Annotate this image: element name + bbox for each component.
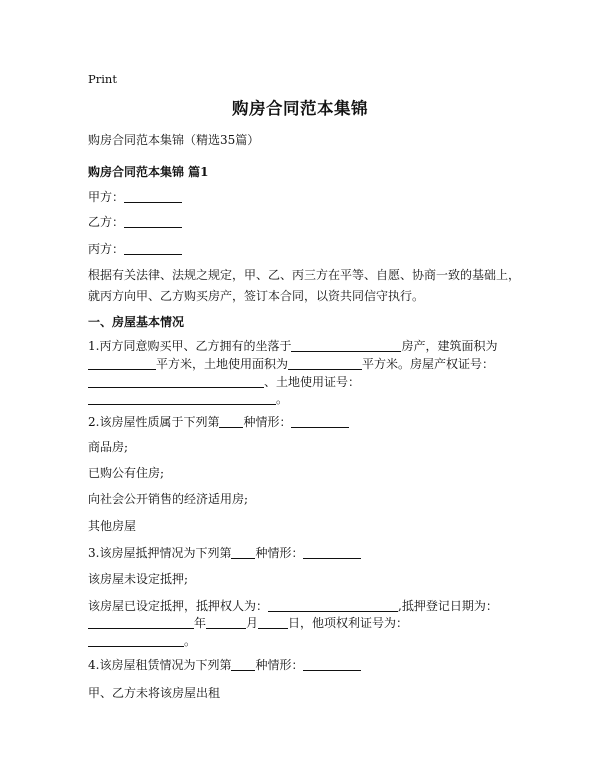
clause-3-text-a: 3.该房屋抵押情况为下列第 bbox=[88, 546, 232, 560]
party-b-line bbox=[88, 213, 182, 231]
month-blank bbox=[206, 616, 246, 629]
location-blank bbox=[291, 339, 401, 352]
clause-1-text-e: 、土地使用证号： bbox=[264, 375, 361, 389]
intro-line-1: 根据有关法律、法规之规定，甲、乙、丙三方在平等、自愿、协商一致的基础上， bbox=[88, 268, 521, 282]
clause-3-text-b: 种情形： bbox=[255, 546, 304, 560]
day-blank bbox=[258, 616, 288, 629]
clause-2 bbox=[88, 413, 349, 431]
year-label: 年 bbox=[194, 616, 207, 630]
party-c-label: 丙方： bbox=[88, 242, 125, 256]
mortgage-text-b: ,抵押登记日期为： bbox=[398, 599, 498, 613]
mortgage-pre-blank bbox=[88, 616, 194, 629]
intro-line-2: 就丙方向甲、乙方购买房产，签订本合同，以资共同信守执行。 bbox=[88, 289, 425, 303]
party-a-label: 甲方： bbox=[88, 190, 125, 204]
month-label: 月 bbox=[246, 616, 259, 630]
party-b-blank bbox=[124, 215, 182, 228]
clause-4-text-b: 种情形： bbox=[255, 658, 304, 672]
clause-3-option-2-line-3 bbox=[88, 632, 196, 650]
clause-3-option-1: 该房屋未设定抵押; bbox=[88, 572, 189, 586]
land-area-blank bbox=[288, 357, 362, 370]
clause-2-text-b: 种情形： bbox=[243, 415, 292, 429]
mortgage-end: 。 bbox=[184, 634, 197, 648]
property-cert-blank bbox=[88, 375, 264, 388]
mortgage-text-a: 该房屋已设定抵押，抵押权人为： bbox=[88, 599, 269, 613]
clause-1-line-1 bbox=[88, 337, 497, 355]
party-a-line bbox=[88, 188, 182, 206]
clause-1-line-4 bbox=[88, 390, 288, 408]
clause-4 bbox=[88, 656, 361, 674]
mortgagee-blank bbox=[268, 599, 398, 612]
print-label[interactable]: Print bbox=[88, 72, 117, 86]
subtitle: 购房合同范本集锦（精选35篇） bbox=[88, 133, 260, 147]
option-commercial: 商品房; bbox=[88, 440, 129, 454]
option-affordable-housing: 向社会公开销售的经济适用房; bbox=[88, 492, 249, 506]
clause-1-text-d: 平方米。房屋产权证号： bbox=[362, 357, 495, 371]
clause-1-line-2 bbox=[88, 355, 494, 373]
clause-2-number-blank bbox=[219, 415, 243, 428]
clause-4-number-blank bbox=[231, 658, 255, 671]
clause-4-blank bbox=[303, 658, 361, 671]
clause-1-text-a: 1.丙方同意购买甲、乙方拥有的坐落于 bbox=[88, 339, 292, 353]
mortgage-text-d: 日，他项权利证号为： bbox=[288, 616, 409, 630]
section-heading: 购房合同范本集锦 篇1 bbox=[88, 165, 209, 179]
building-area-blank bbox=[88, 357, 156, 370]
clause-2-blank bbox=[291, 415, 349, 428]
party-c-line bbox=[88, 240, 182, 258]
land-cert-blank bbox=[88, 392, 276, 405]
party-a-blank bbox=[124, 190, 182, 203]
clause-2-text-a: 2.该房屋性质属于下列第 bbox=[88, 415, 220, 429]
party-b-label: 乙方： bbox=[88, 215, 125, 229]
clause-1-text-c: 平方米，土地使用面积为 bbox=[156, 357, 289, 371]
clause-3-blank bbox=[303, 546, 361, 559]
document-title: 购房合同范本集锦 bbox=[232, 99, 368, 118]
option-other: 其他房屋 bbox=[88, 519, 137, 533]
clause-4-option-1: 甲、乙方未将该房屋出租 bbox=[88, 686, 221, 700]
clause-1-line-3 bbox=[88, 373, 360, 391]
clause-3-number-blank bbox=[231, 546, 255, 559]
section-1-heading: 一、房屋基本情况 bbox=[88, 315, 185, 329]
party-c-blank bbox=[124, 242, 182, 255]
clause-1-text-b: 房产，建筑面积为 bbox=[401, 339, 498, 353]
option-public-housing: 已购公有住房; bbox=[88, 466, 165, 480]
clause-1-text-f: 。 bbox=[276, 392, 289, 406]
clause-4-text-a: 4.该房屋租赁情况为下列第 bbox=[88, 658, 232, 672]
clause-3-option-2-line-1 bbox=[88, 597, 498, 615]
other-rights-cert-blank bbox=[88, 634, 184, 647]
clause-3-option-2-line-2 bbox=[88, 614, 408, 632]
clause-3 bbox=[88, 544, 361, 562]
